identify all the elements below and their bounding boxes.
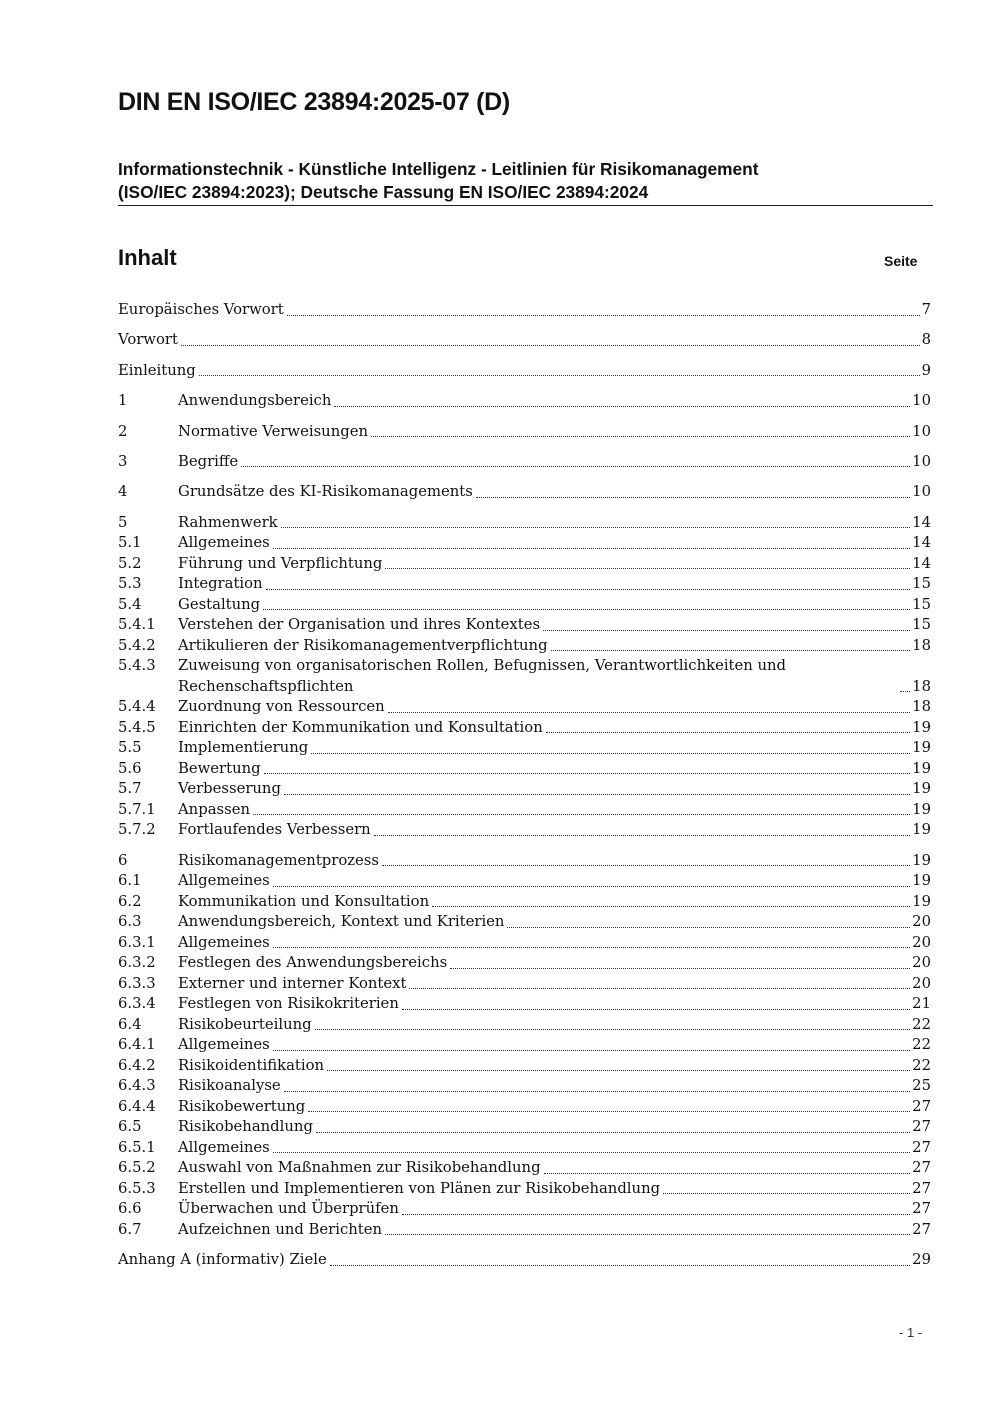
toc-entry-title: Gestaltung [178,595,261,613]
toc-entry-number: 2 [118,422,128,440]
toc-entry-title: Zuordnung von Ressourcen [178,698,385,716]
dot-leader [402,1214,910,1215]
dot-leader [544,1173,911,1174]
toc-entry-page: 19 [912,800,931,818]
toc-entry-number: 6.3.2 [118,954,156,972]
toc-entry-number: 6.3 [118,913,142,931]
toc-entry-page: 19 [912,821,931,839]
toc-entry[interactable] [118,574,931,595]
toc-entry[interactable] [118,974,931,995]
document-title: DIN EN ISO/IEC 23894:2025-07 (D) [118,88,510,116]
toc-entry-number: 6.4 [118,1015,142,1033]
dot-leader [273,947,910,948]
toc-entry-number: 6.7 [118,1220,142,1238]
toc-entry-page: 15 [912,616,931,634]
toc-entry-page: 20 [912,974,931,992]
toc-entry-title: Externer und interner Kontext [178,974,407,992]
dot-leader [334,406,910,407]
toc-entry-title: Überwachen und Überprüfen [178,1200,399,1218]
toc-entry-title: Auswahl von Maßnahmen zur Risikobehandlung [178,1159,541,1177]
toc-entry-title: Allgemeines [178,1036,270,1054]
dot-leader [253,814,910,815]
toc-entry-number: 6.6 [118,1200,142,1218]
toc-entry[interactable] [118,300,931,321]
toc-entry[interactable] [118,1158,931,1179]
toc-entry[interactable] [118,933,931,954]
dot-leader [273,548,910,549]
dot-leader [266,589,911,590]
dot-leader [241,466,910,467]
toc-entry-title: Europäisches Vorwort [118,301,284,318]
toc-entry-title: Erstellen und Implementieren von Plänen zur Risikobehandlung [178,1179,661,1197]
toc-entry[interactable] [118,1250,931,1271]
toc-entry[interactable] [118,533,931,554]
toc-entry-title: Begriffe [178,452,239,470]
table-of-contents [118,300,931,1271]
toc-entry-number: 5.7 [118,780,142,798]
toc-entry-page: 9 [921,361,931,379]
toc-entry[interactable] [118,697,931,718]
toc-entry-title: Bewertung [178,759,261,777]
page-column-label: Seite [884,253,918,269]
toc-entry[interactable] [118,422,931,443]
dot-leader [900,691,910,692]
dot-leader [663,1193,910,1194]
toc-entry[interactable] [118,1179,931,1200]
toc-entry-title: Einleitung [118,361,196,379]
toc-entry-title: Risikobewertung [178,1097,306,1115]
toc-entry-number: 5.4.4 [118,698,156,716]
toc-entry[interactable] [118,912,931,933]
toc-entry-page: 14 [912,534,931,552]
toc-entry-page: 10 [912,422,931,440]
toc-entry[interactable] [118,1035,931,1056]
dot-leader [409,988,910,989]
toc-entry[interactable] [118,892,931,913]
subtitle-line-1: Informationstechnik - Künstliche Intelligenz - Leitlinien für Risikomanagement [118,159,759,179]
toc-entry-page: 27 [912,1159,931,1177]
toc-entry[interactable] [118,820,931,841]
toc-entry-title: Risikoidentifikation [178,1056,325,1074]
toc-entry[interactable] [118,759,931,780]
toc-entry-number: 6.3.4 [118,995,156,1013]
toc-entry-page: 27 [912,1118,931,1136]
toc-entry-page: 14 [912,513,931,531]
toc-entry-title: Zuweisung von organisatorischen Rollen, Befugnissen, Verantwortlichkeiten und Rechenschaftspflichten [178,657,787,695]
toc-entry-number: 5.7.2 [118,821,156,839]
toc-entry[interactable] [118,1076,931,1097]
toc-entry-page: 18 [912,677,931,695]
toc-entry-page: 27 [912,1179,931,1197]
toc-entry-page: 19 [912,759,931,777]
toc-entry-number: 6.3.1 [118,933,156,951]
toc-heading: Inhalt [118,245,177,270]
toc-entry-title: Anpassen [178,800,250,818]
toc-entry-page: 29 [912,1251,931,1269]
toc-entry-page: 20 [912,954,931,972]
toc-entry[interactable] [118,1015,931,1036]
document-subtitle [118,158,933,204]
toc-entry[interactable] [118,851,931,872]
toc-entry-page: 7 [921,301,931,318]
toc-entry-title: Anwendungsbereich, Kontext und Kriterien [178,913,505,931]
toc-entry-number: 5.3 [118,575,142,593]
toc-entry[interactable] [118,779,931,800]
toc-entry-number: 1 [118,392,128,410]
toc-entry-number: 5.7.1 [118,800,156,818]
toc-entry-number: 5 [118,513,128,531]
dot-leader [316,1132,910,1133]
dot-leader [385,568,910,569]
toc-entry-number: 6.4.4 [118,1097,156,1115]
toc-entry-number: 6.2 [118,892,142,910]
toc-entry-title: Allgemeines [178,534,270,552]
toc-entry-title: Festlegen von Risikokriterien [178,995,399,1013]
toc-entry-page: 10 [912,392,931,410]
toc-entry-page: 27 [912,1220,931,1238]
toc-entry-page: 22 [912,1015,931,1033]
toc-entry-title: Integration [178,575,263,593]
toc-entry-page: 22 [912,1056,931,1074]
toc-entry-number: 5.4.3 [118,657,156,675]
dot-leader [432,906,910,907]
toc-entry[interactable] [118,595,931,616]
toc-entry[interactable] [118,361,931,382]
toc-entry[interactable] [118,330,931,351]
toc-entry-number: 5.4 [118,595,142,613]
dot-leader [281,527,911,528]
toc-entry[interactable] [118,615,931,636]
toc-entry-title: Allgemeines [178,933,270,951]
toc-entry-page: 25 [912,1077,931,1095]
dot-leader [388,712,910,713]
toc-entry-page: 18 [912,636,931,654]
dot-leader [273,886,910,887]
toc-entry-number: 6.5.1 [118,1138,156,1156]
toc-entry-page: 19 [912,780,931,798]
toc-entry-number: 6.3.3 [118,974,156,992]
toc-entry[interactable] [118,994,931,1015]
dot-leader [402,1009,910,1010]
toc-entry-title: Risikoanalyse [178,1077,281,1095]
toc-entry-number: 6.5.2 [118,1159,156,1177]
toc-entry-title: Risikobeurteilung [178,1015,312,1033]
title-divider [118,205,933,206]
dot-leader [327,1070,910,1071]
dot-leader [543,630,910,631]
dot-leader [450,968,910,969]
toc-entry-page: 19 [912,851,931,869]
toc-entry-number: 5.5 [118,739,142,757]
dot-leader [311,753,910,754]
toc-entry-number: 4 [118,483,128,501]
toc-entry-page: 19 [912,739,931,757]
toc-entry[interactable] [118,1097,931,1118]
toc-entry-title: Kommunikation und Konsultation [178,892,430,910]
dot-leader [546,732,910,733]
toc-entry[interactable] [118,738,931,759]
toc-entry-title: Vorwort [118,331,178,349]
toc-entry[interactable] [118,1056,931,1077]
toc-entry[interactable] [118,1117,931,1138]
toc-entry-page: 19 [912,872,931,890]
toc-entry-number: 6.5.3 [118,1179,156,1197]
toc-entry-number: 5.6 [118,759,142,777]
toc-entry-title: Implementierung [178,739,309,757]
toc-entry-title: Anhang A (informativ) Ziele [118,1251,327,1269]
dot-leader [374,835,910,836]
toc-entry[interactable] [118,871,931,892]
toc-entry-page: 15 [912,575,931,593]
toc-entry-number: 5.2 [118,554,142,572]
toc-entry[interactable] [118,513,931,534]
toc-entry-page: 20 [912,913,931,931]
toc-entry-page: 21 [912,995,931,1013]
toc-entry[interactable] [118,800,931,821]
dot-leader [330,1265,910,1266]
toc-entry[interactable] [118,718,931,739]
toc-entry-title: Führung und Verpflichtung [178,554,383,572]
toc-entry[interactable] [118,391,931,412]
dot-leader [287,315,920,316]
toc-entry-title: Normative Verweisungen [178,422,369,440]
toc-entry-title: Festlegen des Anwendungsbereichs [178,954,448,972]
toc-entry[interactable] [118,452,931,473]
toc-entry-number: 6 [118,851,128,869]
toc-entry-title: Verbesserung [178,780,281,798]
toc-entry-number: 3 [118,452,128,470]
dot-leader [264,773,911,774]
dot-leader [315,1029,911,1030]
toc-entry-page: 8 [921,331,931,349]
toc-entry-page: 15 [912,595,931,613]
dot-leader [284,1091,910,1092]
toc-entry-page: 18 [912,698,931,716]
dot-leader [181,345,920,346]
dot-leader [371,436,910,437]
toc-entry-page: 19 [912,718,931,736]
subtitle-line-2: (ISO/IEC 23894:2023); Deutsche Fassung EN ISO/IEC 23894:2024 [118,182,649,202]
toc-entry-title: Fortlaufendes Verbessern [178,821,371,839]
toc-entry-number: 5.4.2 [118,636,156,654]
toc-entry[interactable] [118,636,931,657]
toc-entry-number: 6.1 [118,872,142,890]
dot-leader [199,375,920,376]
toc-entry-number: 6.4.3 [118,1077,156,1095]
toc-entry-title: Grundsätze des KI-Risikomanagements [178,483,473,501]
toc-entry-page: 27 [912,1200,931,1218]
toc-entry-page: 14 [912,554,931,572]
toc-entry-page: 19 [912,892,931,910]
toc-entry-number: 5.4.1 [118,616,156,634]
toc-entry[interactable] [118,1220,931,1241]
toc-entry[interactable] [118,1199,931,1220]
toc-entry-title: Aufzeichnen und Berichten [178,1220,383,1238]
toc-entry-number: 6.4.2 [118,1056,156,1074]
dot-leader [507,927,910,928]
dot-leader [308,1111,910,1112]
toc-entry-title: Rahmenwerk [178,513,278,531]
dot-leader [273,1050,910,1051]
toc-entry-title: Risikobehandlung [178,1118,313,1136]
toc-entry-number: 5.1 [118,534,142,552]
toc-entry-number: 6.5 [118,1118,142,1136]
dot-leader [263,609,910,610]
toc-entry-number: 5.4.5 [118,718,156,736]
dot-leader [385,1234,910,1235]
toc-entry[interactable] [118,1138,931,1159]
toc-entry-title: Allgemeines [178,1138,270,1156]
dot-leader [476,497,910,498]
dot-leader [284,794,910,795]
toc-entry-title: Einrichten der Kommunikation und Konsultation [178,718,543,736]
toc-entry-title: Anwendungsbereich [178,392,332,410]
toc-entry-number: 6.4.1 [118,1036,156,1054]
dot-leader [382,865,910,866]
toc-entry-page: 27 [912,1097,931,1115]
toc-entry[interactable] [118,953,931,974]
toc-entry-page: 10 [912,483,931,501]
toc-entry-page: 20 [912,933,931,951]
dot-leader [551,650,911,651]
dot-leader [273,1152,910,1153]
toc-entry[interactable] [118,554,931,575]
toc-entry-title: Verstehen der Organisation und ihres Kontextes [178,616,541,634]
toc-entry-page: 22 [912,1036,931,1054]
toc-entry-title: Artikulieren der Risikomanagementverpflichtung [178,636,548,654]
toc-entry[interactable] [118,482,931,503]
toc-entry-title: Allgemeines [178,872,270,890]
toc-entry-page: 10 [912,452,931,470]
toc-entry-page: 27 [912,1138,931,1156]
page-number: - 1 - [899,1325,923,1340]
toc-entry-title: Risikomanagementprozess [178,851,379,869]
toc-entry[interactable] [118,656,931,697]
